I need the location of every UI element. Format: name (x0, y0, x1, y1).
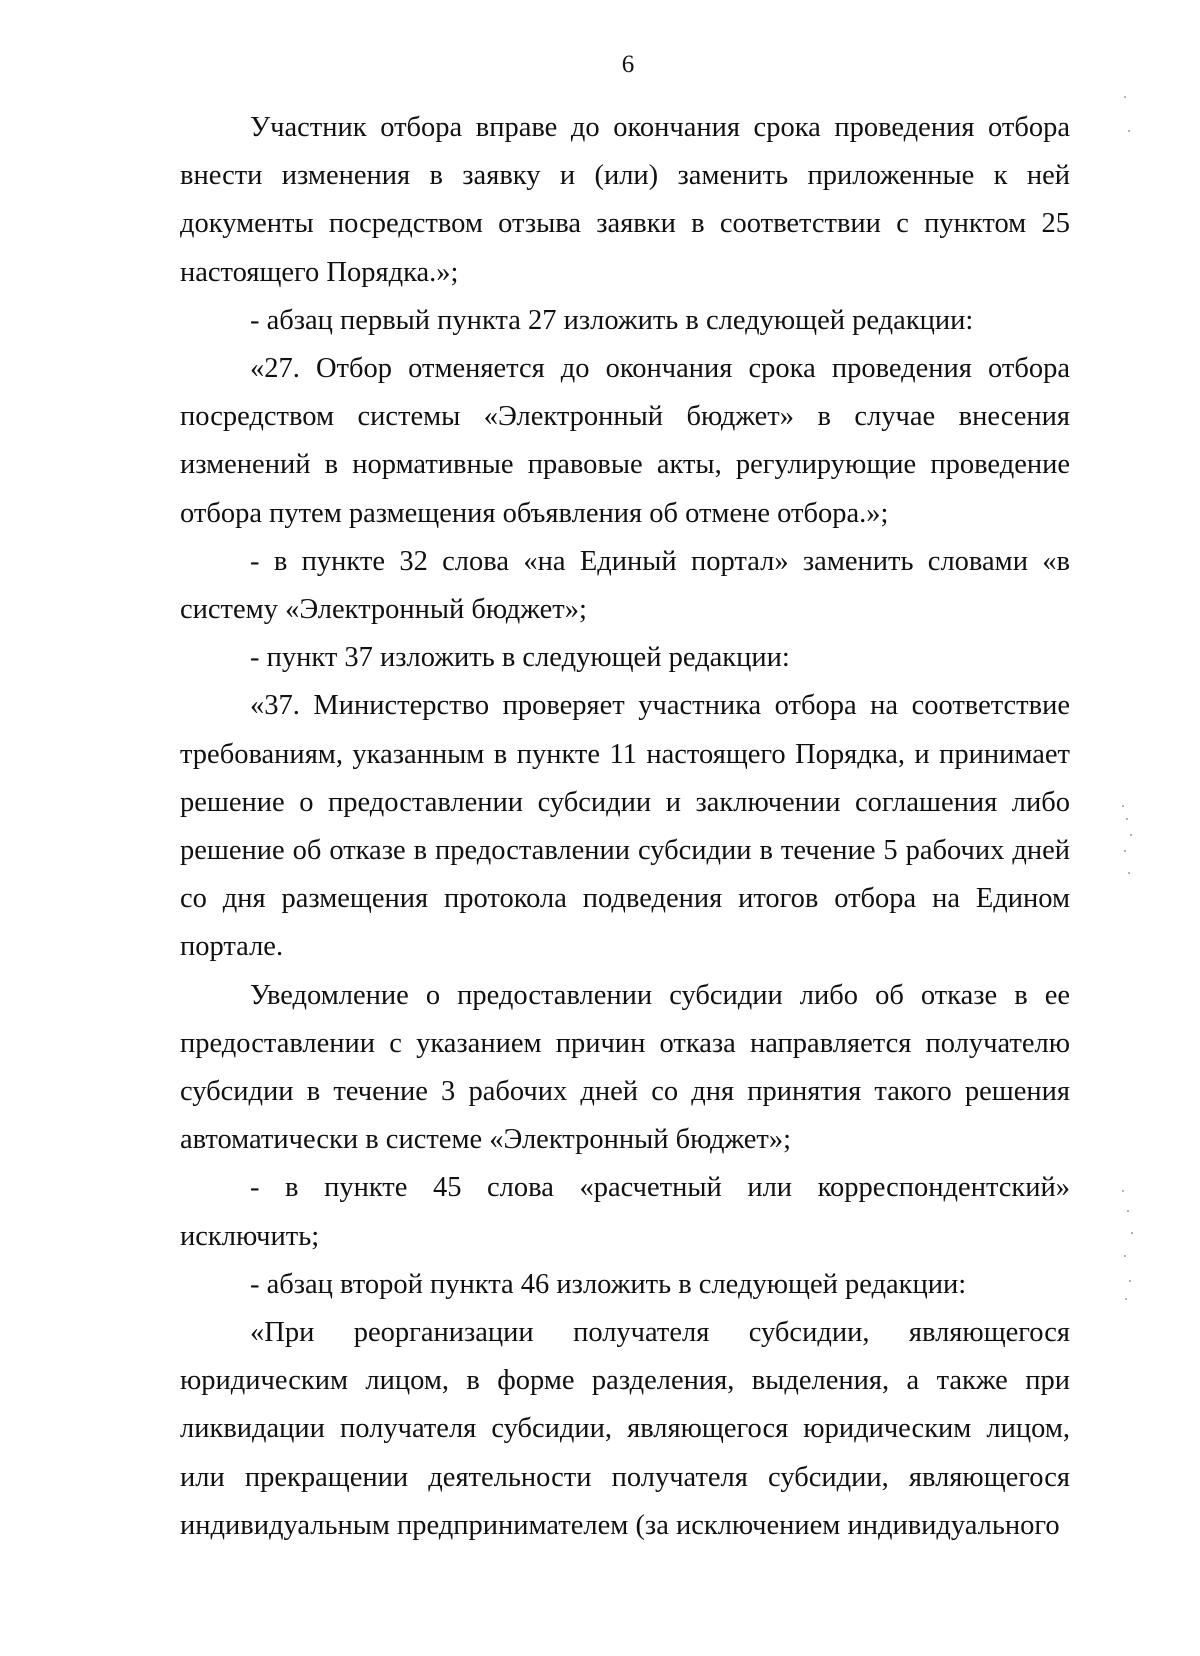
scan-speck (1129, 1280, 1131, 1282)
scan-speck (1127, 1210, 1129, 1212)
scan-speck (1128, 872, 1130, 874)
paragraph-participant-changes: Участник отбора вправе до окончания срока проведения отбора внести изменения в заявку и (или) заменить приложенные к ней документы посредством отзыва заявки в соответствии с пунктом 25 настоящего Порядка.»; (180, 112, 1070, 288)
paragraph-item-37-instruction: - пункт 37 изложить в следующей редакции: (250, 642, 790, 674)
scan-speck (1130, 834, 1132, 836)
scan-speck (1124, 96, 1126, 98)
paragraph-item-27-text: «27. Отбор отменяется до окончания срока проведения отбора посредством системы «Электронный бюджет» в случае внесения изменений в нормативные правовые акты, регулирующие проведение отбора путем размещения объявления об отмене отбора.»; (180, 353, 1070, 529)
document-body (180, 104, 1070, 1550)
scan-speck (1125, 1298, 1127, 1300)
scan-speck (1128, 130, 1130, 132)
paragraph-notification: Уведомление о предоставлении субсидии либо об отказе в ее предоставлении с указанием причин отказа направляется получателю субсидии в течение 3 рабочих дней со дня принятия такого решения автоматически в системе «Электронный бюджет»; (180, 979, 1070, 1156)
scan-speck (1122, 805, 1124, 807)
page-number: 6 (621, 51, 635, 78)
scan-speck (1126, 818, 1128, 820)
paragraph-item-32-instruction: - в пункте 32 слова «на Единый портал» заменить словами «в систему «Электронный бюджет»; (180, 545, 1070, 626)
paragraph-item-46-instruction: - абзац второй пункта 46 изложить в следующей редакции: (250, 1268, 967, 1300)
paragraph-item-37-text: «37. Министерство проверяет участника отбора на соответствие требованиям, указанным в пункте 11 настоящего Порядка, и принимает решение о предоставлении субсидии и заключении соглашения либо решение об отказе в предоставлении субсидии в течение 5 рабочих дней со дня размещения протокола подведения итогов отбора на Едином портале. (180, 690, 1070, 963)
scan-speck (1124, 1255, 1126, 1257)
paragraph-item-27-instruction: - абзац первый пункта 27 изложить в следующей редакции: (250, 304, 974, 336)
paragraph-item-45-instruction: - в пункте 45 слова «расчетный или корреспондентский» исключить; (180, 1172, 1070, 1252)
paragraph-item-46-text: «При реорганизации получателя субсидии, являющегося юридическим лицом, в форме разделения, выделения, а также при ликвидации получателя субсидии, являющегося юридическим лицом, или прекращении деятельности получателя субсидии, являющегося индивидуальным предпринимателем (за исключением индивидуального (180, 1317, 1070, 1541)
scan-speck (1124, 850, 1126, 852)
scan-speck (1122, 1190, 1124, 1192)
scan-speck (1131, 1232, 1133, 1234)
